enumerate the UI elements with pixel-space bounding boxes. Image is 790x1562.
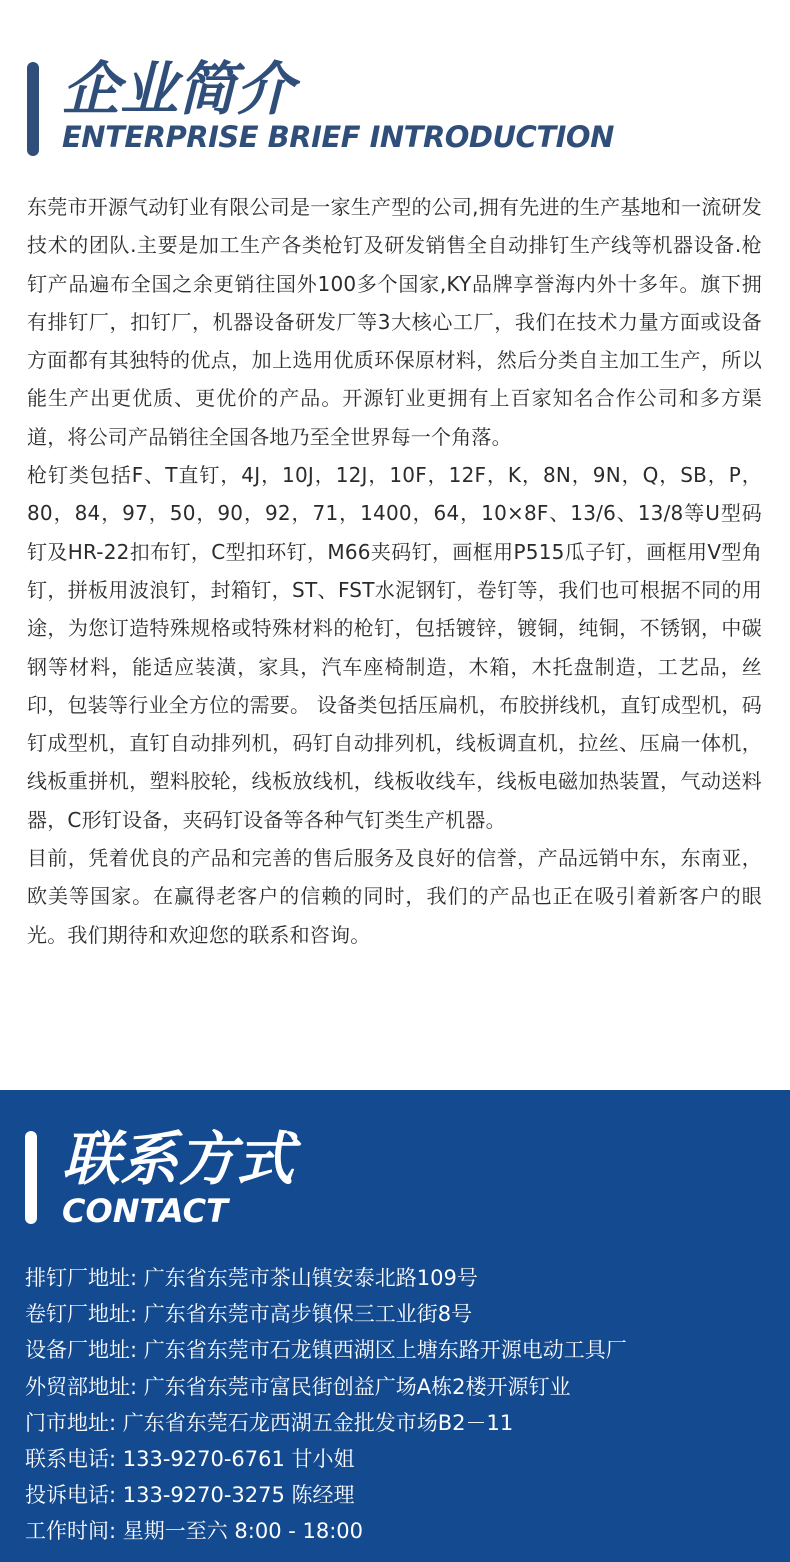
contact-section: [0, 1090, 790, 1562]
intro-subtitle: ENTERPRISE BRIEF INTRODUCTION: [62, 120, 614, 154]
contact-accent-bar: [25, 1131, 37, 1224]
intro-accent-bar: [27, 62, 39, 156]
contact-working-hours: 工作时间: 星期一至六 8:00 - 18:00: [25, 1519, 364, 1544]
contact-list: [25, 1260, 775, 1550]
contact-title: 联系方式: [62, 1125, 295, 1193]
contact-phone[interactable]: 联系电话: 133-9270-6761 甘小姐: [25, 1446, 355, 1471]
intro-paragraph-products: 枪钉类包括F、T直钉，4J，10J，12J，10F，12F，K，8N，9N，Q，SB，P，80，84，97，50，90，92，71，1400，64，10×8F、13/6、13/8等U型码钉及HR-22扣布钉，C型扣环钉，M66夹码钉，画框用P515瓜子钉，画框用V型角钉，拼板用波浪钉，封箱钉，ST、FST水泥钢钉，卷钉等，我们也可根据不同的用途，为您订造特殊规格或特殊材料的枪钉，包括镀锌，镀铜，纯铜，不锈钢，中碳钢等材料，能适应装潢，家具，汽车座椅制造，木箱，木托盘制造，工艺品，丝印，包装等行业全方位的需要。 设备类包括压扁机，布胶拼线机，直钉成型机，码钉成型机，直钉自动排列机，码钉自动排列机，线板调直机，拉丝、压扁一体机，线板重拼机，塑料胶轮，线板放线机，线板收线车，线板电磁加热装置，气动送料器，C形钉设备，夹码钉设备等各种气钉类生产机器。: [27, 463, 762, 832]
contact-equipment-factory-address: 设备厂地址: 广东省东莞市石龙镇西湖区上塘东路开源电动工具厂: [25, 1338, 627, 1363]
contact-store-address: 门市地址: 广东省东莞石龙西湖五金批发市场B2－11: [25, 1410, 514, 1435]
intro-paragraph-company: 东莞市开源气动钉业有限公司是一家生产型的公司,拥有先进的生产基地和一流研发技术的团队.主要是加工生产各类枪钉及研发销售全自动排钉生产线等机器设备.枪钉产品遍布全国之余更销往国外100多个国家,KY品牌享誉海内外十多年。旗下拥有排钉厂，扣钉厂，机器设备研发厂等3大核心工厂，我们在技术力量方面或设备方面都有其独特的优点，加上选用优质环保原材料，然后分类自主加工生产，所以能生产出更优质、更优价的产品。开源钉业更拥有上百家知名合作公司和多方渠道，将公司产品销往全国各地乃至全世界每一个角落。: [27, 195, 762, 449]
contact-subtitle: CONTACT: [62, 1192, 228, 1230]
contact-trade-dept-address: 外贸部地址: 广东省东莞市富民街创益广场A栋2楼开源钉业: [25, 1374, 571, 1399]
contact-coil-nail-factory-address: 卷钉厂地址: 广东省东莞市高步镇保三工业街8号: [25, 1302, 473, 1327]
intro-paragraph-market: 目前，凭着优良的产品和完善的售后服务及良好的信誉，产品远销中东，东南亚，欧美等国家。在赢得老客户的信赖的同时，我们的产品也正在吸引着新客户的眼光。我们期待和欢迎您的联系和咨询。: [27, 846, 762, 947]
intro-body: [27, 188, 762, 954]
contact-nail-factory-address: 排钉厂地址: 广东省东莞市茶山镇安泰北路109号: [25, 1266, 478, 1290]
intro-title: 企业简介: [62, 55, 295, 123]
contact-complaint-phone[interactable]: 投诉电话: 133-9270-3275 陈经理: [25, 1483, 355, 1508]
